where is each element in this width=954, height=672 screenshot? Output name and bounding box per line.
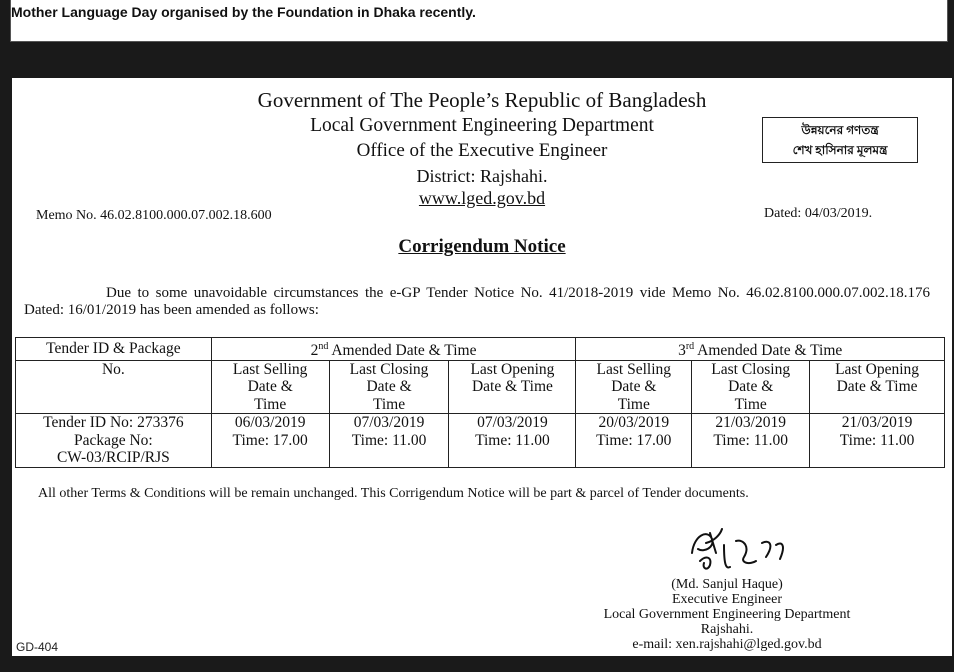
signatory-location: Rajshahi. — [700, 622, 754, 637]
stamp-line-1: উন্নয়নের গণতন্ত্র — [801, 123, 879, 137]
sub-last-selling: Last Selling Date & Time — [211, 360, 329, 414]
table-subheader-row — [16, 360, 945, 414]
stamp-line-2: শেখ হাসিনার মূলমন্ত্র — [792, 143, 888, 157]
header-3rd-amended: 3rd Amended Date & Time — [576, 338, 945, 361]
sub-last-opening-3: Last Opening Date & Time — [810, 360, 945, 414]
ad-code: GD-404 — [16, 640, 59, 654]
cell-2nd-closing: 07/03/2019 Time: 11.00 — [329, 414, 449, 468]
sub-last-opening: Last Opening Date & Time — [449, 360, 576, 414]
signatory-designation: Executive Engineer — [671, 592, 782, 607]
table-header-row — [16, 338, 945, 361]
header-2nd-amended: 2nd Amended Date & Time — [211, 338, 576, 361]
signatory-department: Local Government Engineering Department — [603, 607, 851, 622]
notice-title-text: Corrigendum Notice — [398, 236, 566, 257]
signatory-email[interactable]: e-mail: xen.rajshahi@lged.gov.bd — [632, 637, 822, 652]
slogan-stamp — [762, 117, 918, 163]
corrigendum-notice — [12, 78, 952, 656]
cell-3rd-selling: 20/03/2019 Time: 17.00 — [576, 414, 692, 468]
signatory-name: (Md. Sanjul Haque) — [671, 577, 783, 592]
memo-number: Memo No. 46.02.8100.000.07.002.18.600 — [36, 208, 272, 223]
caption-text: Mother Language Day organised by the Foundation in Dhaka recently. — [11, 4, 476, 20]
department-title: Local Government Engineering Department — [310, 115, 654, 136]
header-package-no: No. — [16, 360, 212, 414]
district-title: District: Rajshahi. — [416, 166, 548, 186]
cell-2nd-opening: 07/03/2019 Time: 11.00 — [449, 414, 576, 468]
caption-bar — [10, 0, 948, 42]
cell-2nd-selling: 06/03/2019 Time: 17.00 — [211, 414, 329, 468]
handwritten-signature — [660, 523, 820, 581]
office-title: Office of the Executive Engineer — [356, 140, 608, 161]
sub-last-closing: Last Closing Date & Time — [329, 360, 449, 414]
memo-date: Dated: 04/03/2019. — [764, 206, 873, 221]
sub-last-selling-3: Last Selling Date & Time — [576, 360, 692, 414]
table-row — [16, 414, 945, 468]
notice-title — [12, 236, 952, 258]
header-tender-package: Tender ID & Package — [16, 338, 212, 361]
cell-3rd-opening: 21/03/2019 Time: 11.00 — [810, 414, 945, 468]
sub-last-closing-3: Last Closing Date & Time — [692, 360, 810, 414]
website-link[interactable]: www.lged.gov.bd — [418, 188, 546, 208]
signature-block — [552, 577, 902, 652]
amendment-table — [15, 337, 945, 468]
closing-paragraph: All other Terms & Conditions will be remain unchanged. This Corrigendum Notice will be part & parcel of Tender documents. — [38, 486, 749, 501]
cell-3rd-closing: 21/03/2019 Time: 11.00 — [692, 414, 810, 468]
govt-title: Government of The People’s Republic of Bangladesh — [257, 88, 707, 112]
cell-tender-package: Tender ID No: 273376 Package No: CW-03/RCIP/RJS — [16, 414, 212, 468]
intro-paragraph: Due to some unavoidable circumstances the e-GP Tender Notice No. 41/2018-2019 vide Memo No. 46.02.8100.000.07.002.18.176 Dated: 16/01/2019 has been amended as follows: — [24, 285, 930, 318]
